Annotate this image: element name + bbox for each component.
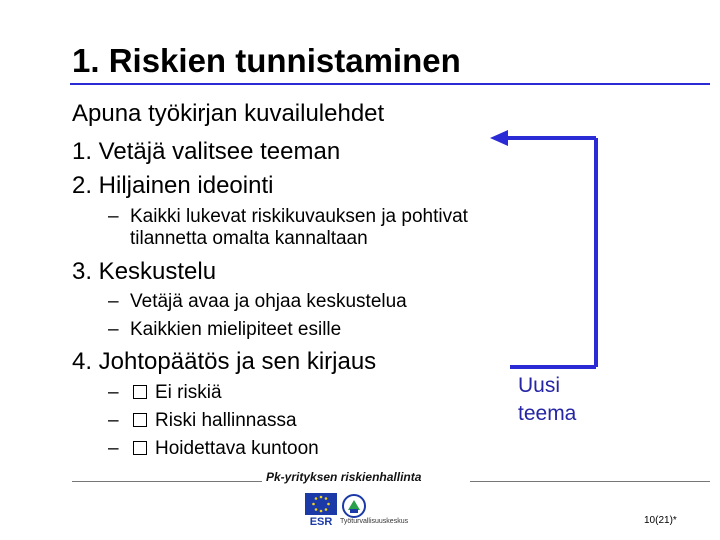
eu-flag-icon <box>305 493 337 527</box>
slide-title: 1. Riskien tunnistaminen <box>72 42 461 79</box>
step-3-sub-2: Kaikkien mielipiteet esille <box>130 319 342 340</box>
note-line-1: Uusi <box>518 374 561 397</box>
partner-caption: Työturvallisuuskeskus <box>340 518 409 525</box>
step-1: 1. Vetäjä valitsee teeman <box>72 138 341 165</box>
step-3-sub-dash: – <box>108 291 119 312</box>
option-label: Ei riskiä <box>155 382 222 403</box>
slide-number: 10(21)* <box>644 515 677 526</box>
step-2-sub-line-1: Kaikki lukevat riskikuvauksen ja pohtivat <box>130 206 468 227</box>
option-label: Hoidettava kuntoon <box>155 438 319 459</box>
footer-divider-right <box>470 481 710 482</box>
partner-logo <box>340 492 409 531</box>
step-2-sub-dash: – <box>108 206 119 227</box>
step-2-sub-line-2: tilannetta omalta kannaltaan <box>130 228 368 249</box>
esr-logo <box>305 493 337 532</box>
note-line-2: teema <box>518 402 577 425</box>
step-3-sub-1: Vetäjä avaa ja ohjaa keskustelua <box>130 291 407 312</box>
intro-line: Apuna työkirjan kuvailulehdet <box>72 100 385 127</box>
step-3: 3. Keskustelu <box>72 258 217 285</box>
step-4: 4. Johtopäätös ja sen kirjaus <box>72 348 377 375</box>
option-dash: – <box>108 410 119 431</box>
footer-title: Pk-yrityksen riskienhallinta <box>266 470 422 484</box>
esr-wordmark: ESR <box>309 516 333 527</box>
option-dash: – <box>108 438 119 459</box>
footer-divider-left <box>72 481 262 482</box>
step-3-sub-dash: – <box>108 319 119 340</box>
option-dash: – <box>108 382 119 403</box>
step-2: 2. Hiljainen ideointi <box>72 172 274 199</box>
option-label: Riski hallinnassa <box>155 410 297 431</box>
